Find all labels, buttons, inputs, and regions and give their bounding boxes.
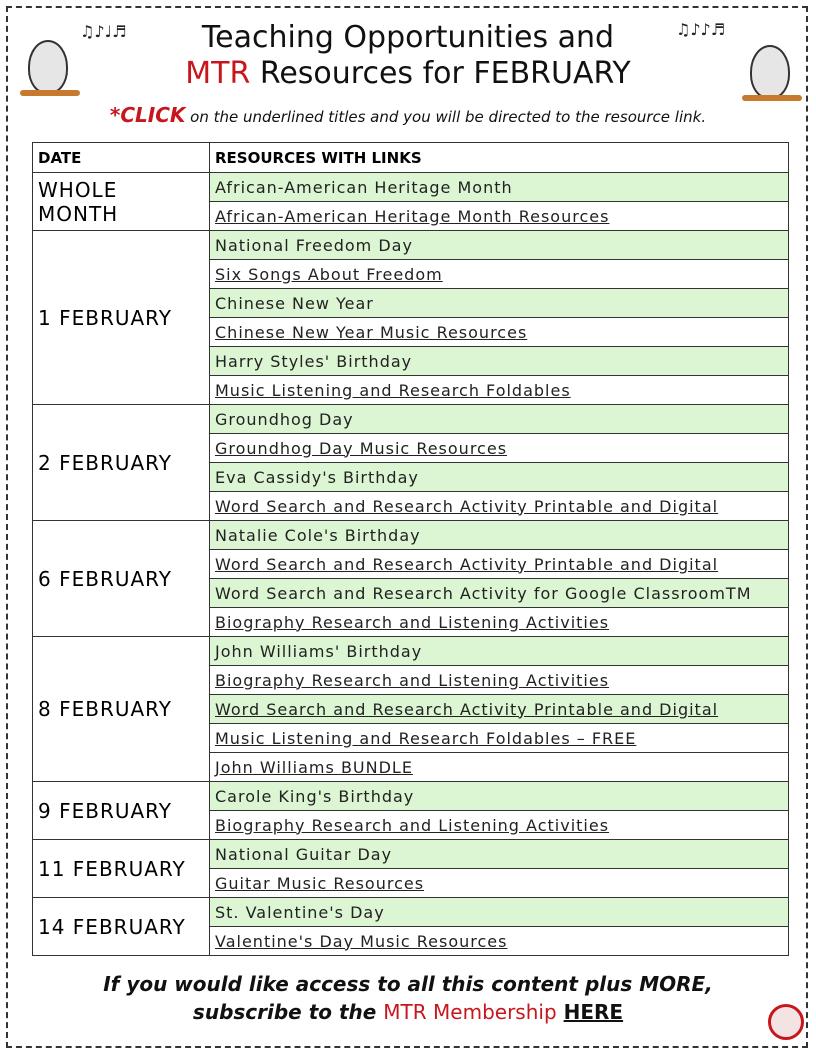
occasion-label: African-American Heritage Month <box>210 173 789 202</box>
here-link[interactable]: HERE <box>563 1000 624 1024</box>
table-row <box>33 637 789 666</box>
footer-prefix: subscribe to the <box>192 1000 384 1024</box>
page-title-line1: Teaching Opportunities and <box>201 20 615 55</box>
table-row <box>33 782 789 811</box>
date-cell: 9 FEBRUARY <box>33 782 210 840</box>
date-cell: 1 FEBRUARY <box>33 231 210 405</box>
occasion-label: Groundhog Day <box>210 405 789 434</box>
title-rest: Resources for FEBRUARY <box>250 56 631 91</box>
resource-link[interactable]: Word Search and Research Activity Printable and Digital <box>210 695 789 724</box>
occasion-label: Eva Cassidy's Birthday <box>210 463 789 492</box>
resource-link[interactable]: Valentine's Day Music Resources <box>210 927 789 956</box>
occasion-label: Word Search and Research Activity for Google ClassroomTM <box>210 579 789 608</box>
resource-link[interactable]: African-American Heritage Month Resources <box>210 202 789 231</box>
occasion-label: Natalie Cole's Birthday <box>210 521 789 550</box>
page-title-line2 <box>0 56 816 91</box>
occasion-label: Harry Styles' Birthday <box>210 347 789 376</box>
table-row <box>33 521 789 550</box>
occasion-label: Chinese New Year <box>210 289 789 318</box>
header-resources: RESOURCES WITH LINKS <box>210 143 789 173</box>
resource-link[interactable]: Biography Research and Listening Activities <box>210 608 789 637</box>
date-cell: 6 FEBRUARY <box>33 521 210 637</box>
resource-link[interactable]: Biography Research and Listening Activities <box>210 811 789 840</box>
click-rest: on the underlined titles and you will be directed to the resource link. <box>185 108 707 126</box>
resource-link[interactable]: Biography Research and Listening Activities <box>210 666 789 695</box>
resource-link[interactable]: Music Listening and Research Foldables <box>210 376 789 405</box>
resource-link[interactable]: Music Listening and Research Foldables – FREE <box>210 724 789 753</box>
footer-line1: If you would like access to all this content plus MORE, <box>103 972 713 996</box>
date-cell: 8 FEBRUARY <box>33 637 210 782</box>
table-row <box>33 405 789 434</box>
resource-link[interactable]: Six Songs About Freedom <box>210 260 789 289</box>
table-row <box>33 898 789 927</box>
table-row <box>33 840 789 869</box>
click-instruction <box>0 103 816 127</box>
resource-link[interactable]: Groundhog Day Music Resources <box>210 434 789 463</box>
resource-link[interactable]: Chinese New Year Music Resources <box>210 318 789 347</box>
header-date: DATE <box>33 143 210 173</box>
table-row <box>33 231 789 260</box>
footer-line2 <box>0 1000 816 1024</box>
date-cell: 14 FEBRUARY <box>33 898 210 956</box>
date-cell: 11 FEBRUARY <box>33 840 210 898</box>
table-row <box>33 173 789 202</box>
membership-link[interactable]: MTR Membership <box>383 1000 557 1024</box>
music-notes-icon: ♫♪♪♬ <box>676 20 726 39</box>
resource-link[interactable]: Word Search and Research Activity Printable and Digital <box>210 550 789 579</box>
date-cell: 2 FEBRUARY <box>33 405 210 521</box>
resource-link[interactable]: Guitar Music Resources <box>210 869 789 898</box>
resource-link[interactable]: Word Search and Research Activity Printable and Digital <box>210 492 789 521</box>
music-notes-icon: ♫♪♩♬ <box>80 22 127 41</box>
occasion-label: Carole King's Birthday <box>210 782 789 811</box>
music-teacher-logo <box>768 1004 804 1040</box>
occasion-label: St. Valentine's Day <box>210 898 789 927</box>
click-word: *CLICK <box>109 103 186 127</box>
occasion-label: National Freedom Day <box>210 231 789 260</box>
date-cell: WHOLE MONTH <box>33 173 210 231</box>
resource-link[interactable]: John Williams BUNDLE <box>210 753 789 782</box>
occasion-label: National Guitar Day <box>210 840 789 869</box>
title-mtr: MTR <box>185 56 251 91</box>
occasion-label: John Williams' Birthday <box>210 637 789 666</box>
resources-table <box>32 142 789 956</box>
